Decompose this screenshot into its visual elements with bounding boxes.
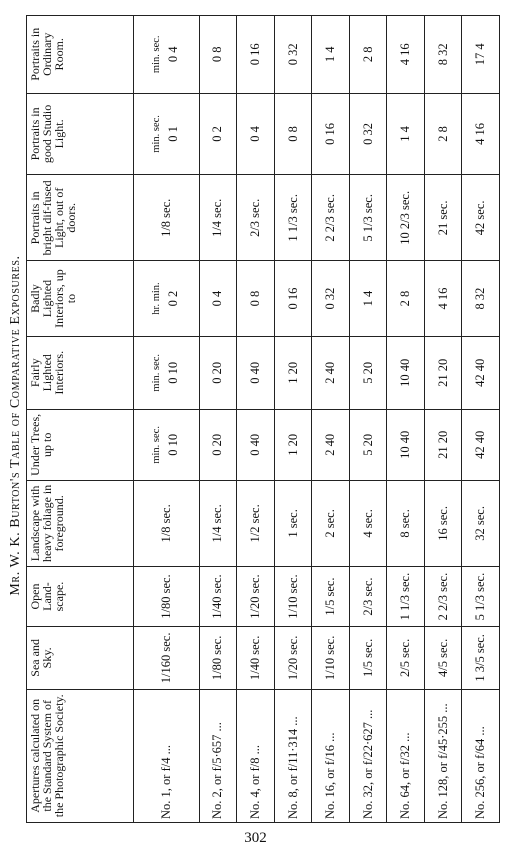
cell-value: 0 10 [166, 361, 181, 384]
badly-lighted-cell [312, 261, 350, 336]
badly-lighted-cell [134, 261, 200, 336]
aperture-cell [274, 689, 312, 822]
sea-and-sky-cell [134, 627, 200, 689]
badly-lighted-cell [274, 261, 312, 336]
ordinary-room-cell [462, 16, 500, 94]
cell-value: 0 20 [210, 433, 225, 456]
header-fairly-lighted-interiors: Fairly Lighted Interiors. [27, 336, 134, 409]
sea-and-sky-cell [312, 627, 350, 689]
cell-value: 10 40 [398, 430, 413, 459]
cell-value: 4 16 [398, 43, 413, 66]
under-trees-cell [387, 409, 425, 480]
sea-and-sky-cell [387, 627, 425, 689]
cell-value: 0 2 [166, 290, 181, 307]
cell-value: 1 4 [323, 46, 338, 63]
cell-value: 5 1/3 sec. [473, 572, 488, 621]
cell-value: 2 8 [398, 290, 413, 307]
cell-value: No. 8, or f/11·314 ... [285, 716, 300, 819]
under-trees-cell [274, 409, 312, 480]
header-row [27, 16, 134, 823]
cell-value: 1/4 sec. [210, 198, 225, 237]
cell-value: 0 40 [247, 361, 262, 384]
cell-value: 1/40 sec. [210, 574, 225, 619]
cell-value: 1 3/5 sec. [473, 634, 488, 682]
header-portraits-studio-light: Portraits in good Studio Light. [27, 93, 134, 175]
cell-value: 1 1/3 sec. [285, 194, 300, 242]
unit-label: hr. min. [151, 282, 163, 315]
studio-light-cell [387, 93, 425, 175]
cell-value: 32 sec. [473, 506, 488, 541]
heavy-foliage-cell [199, 480, 237, 566]
cell-value: 2 sec. [323, 509, 338, 538]
ordinary-room-cell [424, 16, 462, 94]
cell-value: 1/10 sec. [285, 574, 300, 619]
header-portraits-ordinary-room: Portraits in Ordinary Room. [27, 16, 134, 94]
cell-value: 1/40 sec. [247, 635, 262, 681]
sea-and-sky-cell [274, 627, 312, 689]
cell-value: 0 32 [285, 43, 300, 66]
diffused-light-cell [349, 175, 387, 261]
cell-value: 4/5 sec. [435, 638, 450, 677]
open-landscape-cell [134, 566, 200, 626]
cell-value: 1/160 sec. [158, 632, 173, 684]
cell-value: 0 4 [166, 46, 181, 63]
cell-value: 1/5 sec. [323, 577, 338, 616]
cell-value: 0 32 [360, 122, 375, 145]
cell-value: 1/4 sec. [210, 504, 225, 543]
cell-value: 1 sec. [285, 509, 300, 538]
cell-value: 21 20 [435, 430, 450, 459]
fairly-lighted-cell [134, 336, 200, 409]
table-row [199, 16, 237, 823]
page-number: 302 [244, 830, 267, 846]
diffused-light-cell [312, 175, 350, 261]
table-row [134, 16, 200, 823]
open-landscape-cell [349, 566, 387, 626]
header-portraits-diffused-light: Portraits in bright dif-fused Light, out of doors. [27, 175, 134, 261]
cell-value: 10 2/3 sec. [398, 190, 413, 245]
cell-value: 0 10 [166, 433, 181, 456]
cell-value: 1/8 sec. [158, 504, 173, 543]
cell-value: 42 40 [473, 430, 488, 459]
cell-value: 1/80 sec. [210, 635, 225, 681]
header-landscape-heavy-foliage: Landscape with heavy foliage in foreground. [27, 480, 134, 566]
exposure-table [26, 15, 500, 823]
cell-value: 42 sec. [473, 200, 488, 236]
cell-value: 2/3 sec. [247, 198, 262, 237]
cell-value: 1/8 sec. [158, 198, 173, 237]
cell-value: 2 8 [360, 46, 375, 63]
cell-value: 0 4 [210, 290, 225, 307]
sea-and-sky-cell [424, 627, 462, 689]
cell-value: 17 4 [473, 43, 488, 66]
cell-value: 1/20 sec. [247, 574, 262, 619]
sea-and-sky-cell [237, 627, 275, 689]
table-row [349, 16, 387, 823]
aperture-cell [237, 689, 275, 822]
cell-value: 0 8 [210, 46, 225, 63]
cell-value: 1/80 sec. [158, 574, 173, 619]
under-trees-cell [462, 409, 500, 480]
aperture-cell [387, 689, 425, 822]
diffused-light-cell [274, 175, 312, 261]
fairly-lighted-cell [424, 336, 462, 409]
ordinary-room-cell [274, 16, 312, 94]
under-trees-cell [424, 409, 462, 480]
cell-value: 2/3 sec. [360, 577, 375, 616]
cell-value: 1 4 [398, 126, 413, 142]
heavy-foliage-cell [274, 480, 312, 566]
cell-value: No. 4, or f/8 ... [247, 745, 262, 819]
fairly-lighted-cell [199, 336, 237, 409]
heavy-foliage-cell [462, 480, 500, 566]
diffused-light-cell [199, 175, 237, 261]
cell-value: 2/5 sec. [398, 638, 413, 677]
fairly-lighted-cell [237, 336, 275, 409]
studio-light-cell [312, 93, 350, 175]
studio-light-cell [462, 93, 500, 175]
header-sea-and-sky: Sea and Sky. [27, 627, 134, 689]
under-trees-cell [199, 409, 237, 480]
cell-value: 0 8 [285, 126, 300, 142]
studio-light-cell [349, 93, 387, 175]
unit-label: min. sec. [151, 35, 163, 74]
cell-value: 21 20 [435, 358, 450, 387]
page-title [8, 0, 24, 851]
cell-value: 1/20 sec. [285, 635, 300, 681]
unit-label: min. sec. [151, 426, 163, 464]
cell-value: No. 16, or f/16 ... [323, 732, 338, 819]
cell-value: 2 8 [435, 126, 450, 142]
cell-value: No. 256, or f/64 ... [473, 726, 488, 819]
cell-value: 1 20 [285, 433, 300, 456]
aperture-cell [312, 689, 350, 822]
aperture-cell [462, 689, 500, 822]
fairly-lighted-cell [312, 336, 350, 409]
fairly-lighted-cell [274, 336, 312, 409]
header-under-trees: Under Trees, up to [27, 409, 134, 480]
cell-value: 42 40 [473, 358, 488, 387]
unit-label: min. sec. [151, 115, 163, 153]
cell-value: 1/5 sec. [360, 638, 375, 677]
table-row [387, 16, 425, 823]
fairly-lighted-cell [462, 336, 500, 409]
ordinary-room-cell [312, 16, 350, 94]
ordinary-room-cell [134, 16, 200, 94]
table-row [462, 16, 500, 823]
cell-value: 5 20 [360, 361, 375, 384]
table-row [237, 16, 275, 823]
cell-value: 8 32 [435, 43, 450, 66]
cell-value: 1 1/3 sec. [398, 572, 413, 621]
under-trees-cell [312, 409, 350, 480]
open-landscape-cell [424, 566, 462, 626]
heavy-foliage-cell [312, 480, 350, 566]
cell-value: 5 20 [360, 433, 375, 456]
aperture-cell [349, 689, 387, 822]
open-landscape-cell [387, 566, 425, 626]
cell-value: 2 2/3 sec. [435, 572, 450, 621]
diffused-light-cell [134, 175, 200, 261]
fairly-lighted-cell [349, 336, 387, 409]
cell-value: 2 40 [323, 433, 338, 456]
cell-value: 0 40 [247, 433, 262, 456]
diffused-light-cell [237, 175, 275, 261]
table-row [312, 16, 350, 823]
header-apertures: Apertures calculated on the Standard System of the Photographic Society. [27, 689, 134, 822]
cell-value: No. 128, or f/45·255 ... [435, 703, 450, 819]
cell-value: 2 40 [323, 361, 338, 384]
aperture-cell [424, 689, 462, 822]
open-landscape-cell [462, 566, 500, 626]
diffused-light-cell [387, 175, 425, 261]
cell-value: 1/2 sec. [247, 504, 262, 543]
cell-value: No. 32, or f/22·627 ... [360, 709, 375, 819]
heavy-foliage-cell [424, 480, 462, 566]
table-row [274, 16, 312, 823]
open-landscape-cell [199, 566, 237, 626]
studio-light-cell [237, 93, 275, 175]
title-text: Mr. W. K. Burton's Table of Comparative Exposures. [8, 255, 23, 596]
ordinary-room-cell [387, 16, 425, 94]
cell-value: 0 8 [247, 290, 262, 307]
ordinary-room-cell [237, 16, 275, 94]
fairly-lighted-cell [387, 336, 425, 409]
open-landscape-cell [237, 566, 275, 626]
cell-value: No. 1, or f/4 ... [158, 745, 173, 819]
cell-value: 10 40 [398, 358, 413, 387]
under-trees-cell [134, 409, 200, 480]
cell-value: 1 4 [360, 290, 375, 307]
table-row [424, 16, 462, 823]
table-body [134, 16, 500, 823]
cell-value: 4 16 [435, 287, 450, 310]
ordinary-room-cell [199, 16, 237, 94]
sea-and-sky-cell [199, 627, 237, 689]
studio-light-cell [134, 93, 200, 175]
diffused-light-cell [424, 175, 462, 261]
open-landscape-cell [274, 566, 312, 626]
studio-light-cell [274, 93, 312, 175]
cell-value: 0 16 [285, 287, 300, 310]
header-badly-lighted-interiors: Badly Lighted Interiors, up to [27, 261, 134, 336]
open-landscape-cell [312, 566, 350, 626]
cell-value: 1 20 [285, 361, 300, 384]
badly-lighted-cell [199, 261, 237, 336]
cell-value: 0 2 [210, 126, 225, 142]
cell-value: 2 2/3 sec. [323, 194, 338, 242]
cell-value: No. 2, or f/5·657 ... [210, 722, 225, 819]
cell-value: 4 16 [473, 122, 488, 145]
aperture-cell [199, 689, 237, 822]
studio-light-cell [199, 93, 237, 175]
diffused-light-cell [462, 175, 500, 261]
cell-value: 5 1/3 sec. [360, 194, 375, 242]
badly-lighted-cell [387, 261, 425, 336]
cell-value: 8 32 [473, 287, 488, 310]
cell-value: 0 16 [247, 43, 262, 66]
header-open-landscape: Open Land-scape. [27, 566, 134, 626]
heavy-foliage-cell [134, 480, 200, 566]
cell-value: 0 20 [210, 361, 225, 384]
cell-value: 1/10 sec. [323, 635, 338, 681]
ordinary-room-cell [349, 16, 387, 94]
cell-value: 0 16 [323, 122, 338, 145]
badly-lighted-cell [424, 261, 462, 336]
cell-value: 21 sec. [435, 200, 450, 236]
cell-value: 0 4 [247, 126, 262, 142]
cell-value: 0 32 [323, 287, 338, 310]
studio-light-cell [424, 93, 462, 175]
heavy-foliage-cell [237, 480, 275, 566]
under-trees-cell [237, 409, 275, 480]
badly-lighted-cell [462, 261, 500, 336]
cell-value: 0 1 [166, 126, 181, 142]
under-trees-cell [349, 409, 387, 480]
sea-and-sky-cell [462, 627, 500, 689]
heavy-foliage-cell [349, 480, 387, 566]
heavy-foliage-cell [387, 480, 425, 566]
aperture-cell [134, 689, 200, 822]
cell-value: 16 sec. [435, 506, 450, 541]
cell-value: 8 sec. [398, 509, 413, 538]
cell-value: 4 sec. [360, 509, 375, 538]
badly-lighted-cell [349, 261, 387, 336]
cell-value: No. 64, or f/32 ... [398, 732, 413, 819]
sea-and-sky-cell [349, 627, 387, 689]
badly-lighted-cell [237, 261, 275, 336]
unit-label: min. sec. [151, 353, 163, 392]
